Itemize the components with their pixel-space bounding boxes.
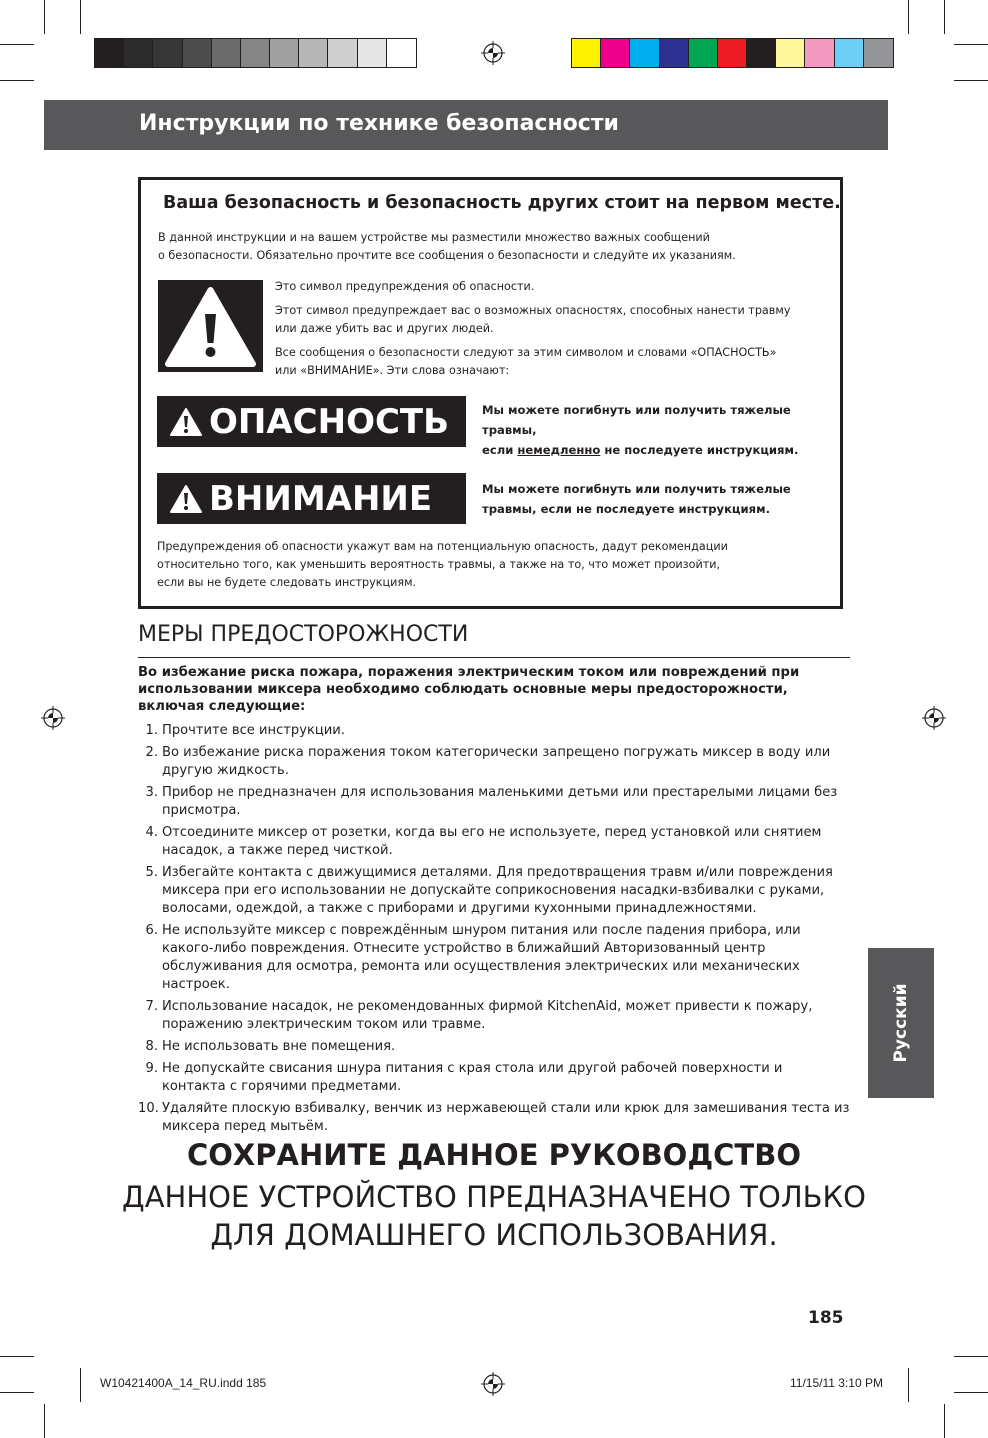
registration-mark-icon xyxy=(481,41,505,65)
household-line: ДЛЯ ДОМАШНЕГО ИСПОЛЬЗОВАНИЯ. xyxy=(210,1218,778,1252)
intro-line: В данной инструкции и на вашем устройстве мы разместили множество важных сообщений xyxy=(158,231,710,244)
crop-mark xyxy=(44,0,45,34)
color-swatch xyxy=(212,39,241,67)
item-text: Использование насадок, не рекомендованных фирмой KitchenAid, может привести к пожару, поражению электрическим током или травме. xyxy=(162,999,813,1032)
color-swatch xyxy=(747,39,776,67)
color-swatch xyxy=(153,39,182,67)
color-swatch xyxy=(660,39,689,67)
outro-line: относительно того, как уменьшить вероятность травмы, а также на то, что может произойти, xyxy=(157,558,721,571)
symbol-text: Это символ предупреждения об опасности. xyxy=(275,280,535,293)
crop-mark xyxy=(944,0,945,34)
color-swatch xyxy=(805,39,834,67)
warning-triangle-icon xyxy=(158,280,263,372)
language-label: Русский xyxy=(891,983,911,1063)
item-number: 2. xyxy=(145,745,158,760)
warning-signal xyxy=(157,473,466,524)
item-text: Не допускайте свисания шнура питания с края стола или другой рабочей поверхности и контакта с горячими предметами. xyxy=(162,1061,783,1094)
safety-outro xyxy=(157,538,817,592)
symbol-description xyxy=(275,278,825,386)
danger-text: не последуете инструкциям. xyxy=(600,443,799,457)
symbol-text-line: или «ВНИМАНИЕ». Эти слова означают: xyxy=(275,364,510,377)
lead-line: Во избежание риска пожара, поражения электрическим током или повреждений при xyxy=(138,665,800,680)
item-number: 4. xyxy=(145,825,158,840)
precautions-list xyxy=(138,722,850,1140)
color-swatch xyxy=(835,39,864,67)
item-number: 8. xyxy=(145,1039,158,1054)
list-item xyxy=(138,1038,850,1056)
symbol-text xyxy=(275,302,825,338)
crop-mark xyxy=(80,0,81,34)
page-number: 185 xyxy=(808,1308,844,1328)
crop-mark xyxy=(954,44,988,45)
crop-mark xyxy=(0,80,34,81)
color-swatch xyxy=(572,39,601,67)
list-item xyxy=(138,824,850,860)
danger-emphasis: немедленно xyxy=(517,443,601,457)
precautions-heading: МЕРЫ ПРЕДОСТОРОЖНОСТИ xyxy=(138,622,469,647)
list-item xyxy=(138,722,850,740)
item-text: Удаляйте плоскую взбивалку, венчик из нержавеющей стали или крюк для замешивания теста из миксера перед мытьём. xyxy=(162,1101,850,1134)
item-number: 9. xyxy=(145,1061,158,1076)
crop-mark xyxy=(954,1392,988,1393)
color-swatch xyxy=(270,39,299,67)
list-item xyxy=(138,998,850,1034)
color-swatch xyxy=(241,39,270,67)
precautions-lead xyxy=(138,664,850,715)
crop-mark xyxy=(80,1368,81,1402)
registration-mark-icon xyxy=(481,1372,505,1396)
symbol-text xyxy=(275,344,825,380)
item-number: 10. xyxy=(138,1101,159,1116)
item-number: 1. xyxy=(145,723,158,738)
list-item xyxy=(138,744,850,780)
color-swatch xyxy=(124,39,153,67)
warning-triangle-icon xyxy=(169,407,203,437)
slug-file-info: W10421400A_14_RU.indd 185 xyxy=(100,1376,267,1390)
warning-text: травмы, если не последуете инструкциям. xyxy=(482,502,770,516)
item-number: 5. xyxy=(145,865,158,880)
language-tab xyxy=(868,948,934,1098)
list-item xyxy=(138,922,850,994)
section-header xyxy=(44,100,888,150)
item-text: Прочтите все инструкции. xyxy=(162,723,345,738)
crop-mark xyxy=(944,1404,945,1438)
crop-mark xyxy=(954,1356,988,1357)
process-color-bar xyxy=(571,38,894,68)
symbol-text-line: Этот символ предупреждает вас о возможных опасностях, способных нанести травму xyxy=(275,304,791,317)
list-item xyxy=(138,1060,850,1096)
danger-word: ОПАСНОСТЬ xyxy=(209,401,450,442)
safety-box xyxy=(138,177,843,609)
lead-line: включая следующие: xyxy=(138,699,306,714)
color-swatch xyxy=(183,39,212,67)
crop-mark xyxy=(44,1404,45,1438)
color-swatch xyxy=(864,39,893,67)
color-swatch xyxy=(328,39,357,67)
lead-line: использовании миксера необходимо соблюдать основные меры предосторожности, xyxy=(138,682,788,697)
list-item xyxy=(138,864,850,918)
warning-text: Мы можете погибнуть или получить тяжелые xyxy=(482,482,791,496)
crop-mark xyxy=(908,0,909,34)
warning-word: ВНИМАНИЕ xyxy=(209,478,433,519)
safety-intro xyxy=(158,229,818,265)
intro-line: о безопасности. Обязательно прочтите все сообщения о безопасности и следуйте их указаниям. xyxy=(158,249,736,262)
danger-signal xyxy=(157,396,466,447)
crop-mark xyxy=(0,1392,34,1393)
slug-date-info: 11/15/11 3:10 PM xyxy=(790,1376,883,1390)
color-swatch xyxy=(718,39,747,67)
color-swatch xyxy=(776,39,805,67)
save-manual-heading: СОХРАНИТЕ ДАННОЕ РУКОВОДСТВО xyxy=(187,1138,801,1172)
warning-description xyxy=(482,479,842,519)
registration-mark-icon xyxy=(41,706,65,730)
item-number: 6. xyxy=(145,923,158,938)
crop-mark xyxy=(908,1368,909,1402)
household-line: ДАННОЕ УСТРОЙСТВО ПРЕДНАЗНАЧЕНО ТОЛЬКО xyxy=(122,1180,866,1214)
safety-alert-symbol xyxy=(158,280,263,372)
item-number: 7. xyxy=(145,999,158,1014)
divider xyxy=(138,657,850,658)
safety-box-title: Ваша безопасность и безопасность других стоит на первом месте. xyxy=(163,193,841,213)
crop-mark xyxy=(0,1356,34,1357)
registration-mark-icon xyxy=(922,706,946,730)
item-text: Прибор не предназначен для использования маленькими детьми или престарелыми лицами без присмотра. xyxy=(162,785,838,818)
danger-description xyxy=(482,400,842,460)
item-text: Не используйте миксер с повреждённым шнуром питания или после падения прибора, или какого-либо повреждения. Отнесите устройство в ближайший Авторизованный центр обслуживания для осмотра, ремонта или осуществления электрических или механических настроек. xyxy=(162,923,801,992)
color-swatch xyxy=(601,39,630,67)
color-swatch xyxy=(299,39,328,67)
crop-mark xyxy=(0,44,34,45)
outro-line: Предупреждения об опасности укажут вам на потенциальную опасность, дадут рекомендации xyxy=(157,540,728,553)
crop-mark xyxy=(954,80,988,81)
danger-text: если xyxy=(482,443,518,457)
item-number: 3. xyxy=(145,785,158,800)
warning-triangle-icon xyxy=(169,484,203,514)
household-use-note xyxy=(0,1178,988,1254)
color-swatch xyxy=(358,39,387,67)
list-item xyxy=(138,1100,850,1136)
symbol-text-line: или даже убить вас и других людей. xyxy=(275,322,494,335)
symbol-text-line: Все сообщения о безопасности следуют за этим символом и словами «ОПАСНОСТЬ» xyxy=(275,346,777,359)
outro-line: если вы не будете следовать инструкциям. xyxy=(157,576,417,589)
color-swatch xyxy=(689,39,718,67)
color-swatch xyxy=(387,39,416,67)
color-swatch xyxy=(630,39,659,67)
grayscale-color-bar xyxy=(94,38,417,68)
color-swatch xyxy=(95,39,124,67)
list-item xyxy=(138,784,850,820)
item-text: Избегайте контакта с движущимися деталями. Для предотвращения травм и/или повреждения миксера при его использовании не допускайте соприкосновения насадки-взбивалки с руками, волосами, одеждой, а также с приборами и другими кухонными принадлежностями. xyxy=(162,865,833,916)
item-text: Во избежание риска поражения током категорически запрещено погружать миксер в воду или другую жидкость. xyxy=(162,745,831,778)
danger-text: Мы можете погибнуть или получить тяжелые травмы, xyxy=(482,403,791,437)
item-text: Не использовать вне помещения. xyxy=(162,1039,396,1054)
page-title: Инструкции по технике безопасности xyxy=(139,111,619,136)
item-text: Отсоедините миксер от розетки, когда вы его не используете, перед установкой или снятием насадок, а также перед чисткой. xyxy=(162,825,822,858)
